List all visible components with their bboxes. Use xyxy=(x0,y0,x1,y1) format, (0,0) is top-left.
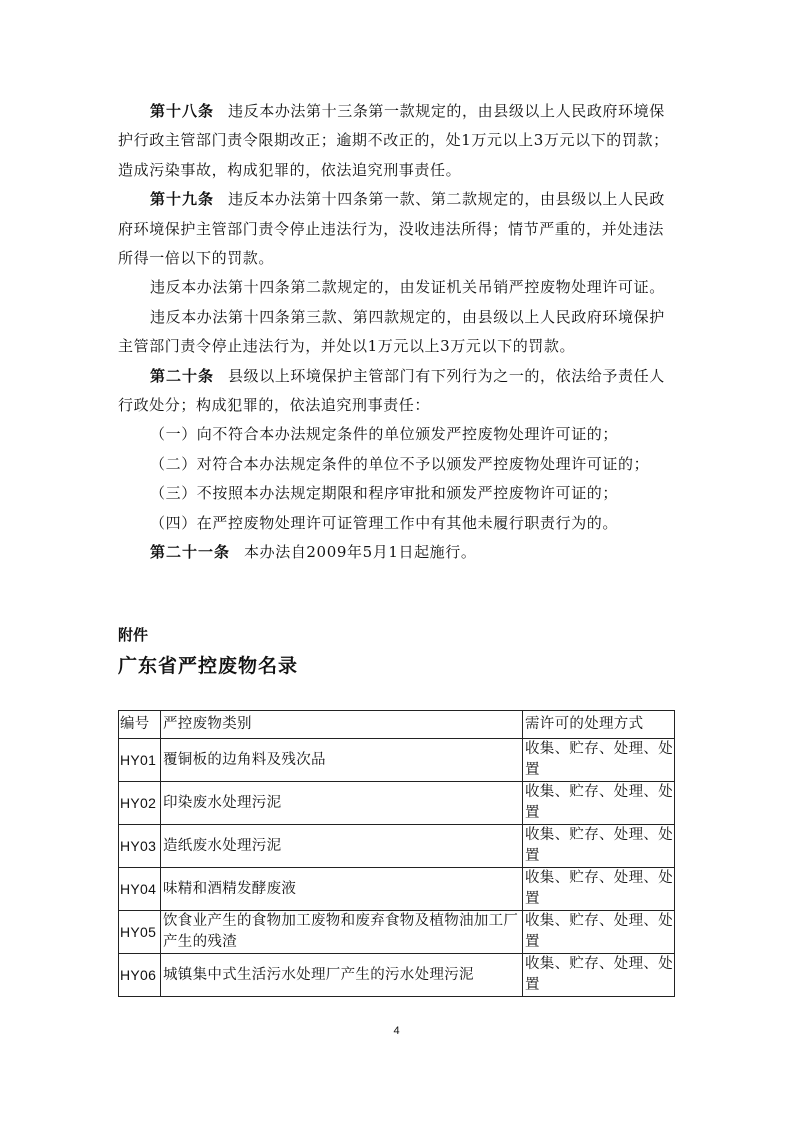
article-label: 第十九条 xyxy=(150,190,215,209)
article-label: 第二十一条 xyxy=(150,543,231,562)
list-item: （三）不按照本办法规定期限和程序审批和颁发严控废物许可证的； xyxy=(150,484,619,503)
row-code: HY04 xyxy=(119,868,161,911)
row-category: 覆铜板的边角料及残次品 xyxy=(161,739,523,782)
row-category: 味精和酒精发酵废液 xyxy=(161,868,523,911)
list-item: （四）在严控废物处理许可证管理工作中有其他未履行职责行为的。 xyxy=(150,513,619,532)
list-item: （一）向不符合本办法规定条件的单位颁发严控废物处理许可证的； xyxy=(150,425,619,444)
article-18 xyxy=(118,97,678,185)
article-19 xyxy=(118,185,678,273)
table-header-row xyxy=(119,711,675,739)
row-code: HY01 xyxy=(119,739,161,782)
row-category: 饮食业产生的食物加工废物和废弃食物及植物油加工厂产生的残渣 xyxy=(161,911,523,954)
row-code: HY02 xyxy=(119,782,161,825)
row-code: HY06 xyxy=(119,954,161,997)
row-method: 收集、贮存、处理、处置 xyxy=(523,911,675,954)
row-category: 城镇集中式生活污水处理厂产生的污水处理污泥 xyxy=(161,954,523,997)
row-method: 收集、贮存、处理、处置 xyxy=(523,782,675,825)
paragraph: 违反本办法第十四条第三款、第四款规定的，由县级以上人民政府环境保护主管部门责令停止违法行为，并处以1万元以上3万元以下的罚款。 xyxy=(118,307,665,356)
article-text: 违反本办法第十三条第一款规定的，由县级以上人民政府环境保护行政主管部门责令限期改正；逾期不改正的，处1万元以上3万元以下的罚款；造成污染事故，构成犯罪的，依法追究刑事责任。 xyxy=(118,102,669,179)
header-method: 需许可的处理方式 xyxy=(523,711,675,739)
row-method: 收集、贮存、处理、处置 xyxy=(523,825,675,868)
table-row xyxy=(119,954,675,997)
list-item: （二）对符合本办法规定条件的单位不予以颁发严控废物处理许可证的； xyxy=(150,454,650,473)
header-category: 严控废物类别 xyxy=(161,711,523,739)
waste-list-table xyxy=(118,710,675,997)
header-code: 编号 xyxy=(119,711,161,739)
row-method: 收集、贮存、处理、处置 xyxy=(523,868,675,911)
article-text: 本办法自2009年5月1日起施行。 xyxy=(244,543,477,562)
article-label: 第十八条 xyxy=(150,102,215,120)
row-method: 收集、贮存、处理、处置 xyxy=(523,954,675,997)
row-code: HY03 xyxy=(119,825,161,868)
paragraph: 违反本办法第十四条第二款规定的，由发证机关吊销严控废物处理许可证。 xyxy=(150,278,665,297)
attachment-title: 广东省严控废物名录 xyxy=(118,655,299,677)
table-row xyxy=(119,825,675,868)
article-label: 第二十条 xyxy=(150,366,215,385)
article-text: 县级以上环境保护主管部门有下列行为之一的，依法给予责任人行政处分；构成犯罪的，依法追究刑事责任： xyxy=(118,366,665,415)
row-method: 收集、贮存、处理、处置 xyxy=(523,739,675,782)
table-row xyxy=(119,868,675,911)
row-code: HY05 xyxy=(119,911,161,954)
regulation-body xyxy=(118,97,678,568)
page-number: 4 xyxy=(393,1025,400,1037)
row-category: 印染废水处理污泥 xyxy=(161,782,523,825)
table-row xyxy=(119,911,675,954)
row-category: 造纸废水处理污泥 xyxy=(161,825,523,868)
article-20 xyxy=(118,362,678,421)
article-text: 违反本办法第十四条第一款、第二款规定的，由县级以上人民政府环境保护主管部门责令停止违法行为，没收违法所得；情节严重的，并处违法所得一倍以下的罚款。 xyxy=(118,190,665,268)
table-row xyxy=(119,782,675,825)
article-21 xyxy=(118,538,678,567)
attachment-label: 附件 xyxy=(118,626,149,644)
table-row xyxy=(119,739,675,782)
